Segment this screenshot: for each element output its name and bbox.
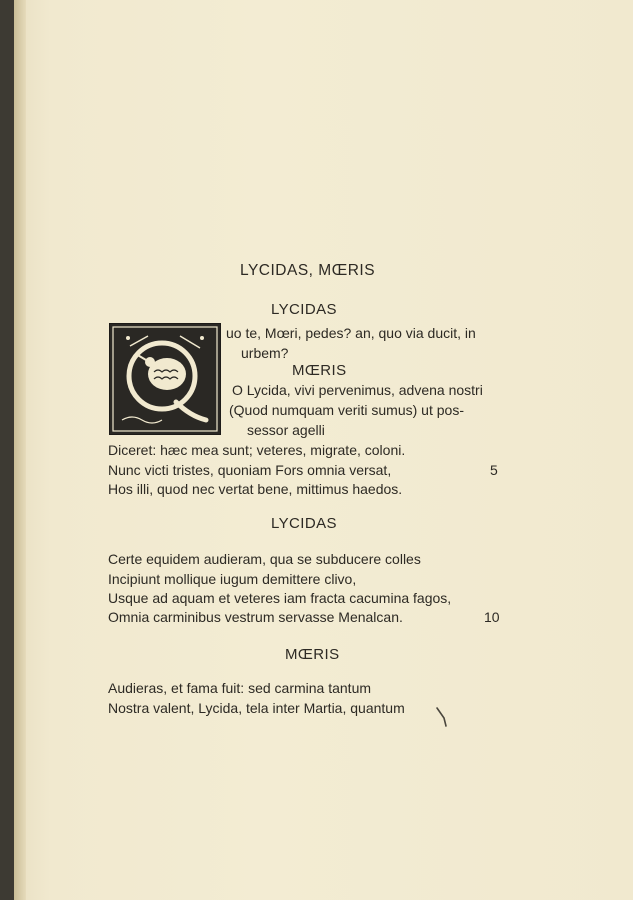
verse-line: Incipiunt mollique iugum demittere clivo,	[108, 571, 357, 587]
speaker-heading-lycidas: LYCIDAS	[271, 301, 337, 318]
speaker-heading-moeris: MŒRIS	[285, 646, 340, 663]
pencil-mark-icon	[434, 706, 450, 728]
verse-line: Hos illi, quod nec vertat bene, mittimus haedos.	[108, 481, 403, 497]
verse-line: (Quod numquam veriti sumus) ut pos-	[229, 402, 464, 418]
line-number: 10	[484, 609, 500, 625]
verse-line: Audieras, et fama fuit: sed carmina tantum	[108, 680, 372, 696]
verse-line: Nunc victi tristes, quoniam Fors omnia versat,	[108, 462, 392, 478]
verse-line: O Lycida, vivi pervenimus, advena nostri	[232, 382, 483, 398]
page-gutter	[14, 0, 26, 900]
verse-line: Omnia carminibus vestrum servasse Menalcan.	[108, 609, 403, 625]
speaker-heading-moeris: MŒRIS	[292, 362, 347, 379]
verse-line: Nostra valent, Lycida, tela inter Martia, quantum	[108, 700, 405, 716]
verse-line: urbem?	[241, 345, 289, 361]
verse-line: uo te, Mœri, pedes? an, quo via ducit, in	[226, 325, 476, 341]
verse-line: sessor agelli	[247, 422, 325, 438]
page-title: LYCIDAS, MŒRIS	[240, 262, 376, 279]
decorated-initial-q-bird-icon	[110, 324, 220, 434]
decorated-initial	[109, 323, 221, 435]
verse-line: Certe equidem audieram, qua se subducere colles	[108, 551, 421, 567]
speaker-heading-lycidas: LYCIDAS	[271, 515, 337, 532]
line-number: 5	[490, 462, 498, 478]
verse-line: Usque ad aquam et veteres iam fracta cacumina fagos,	[108, 590, 452, 606]
book-page	[14, 0, 633, 900]
verse-line: Diceret: hæc mea sunt; veteres, migrate, coloni.	[108, 442, 406, 458]
